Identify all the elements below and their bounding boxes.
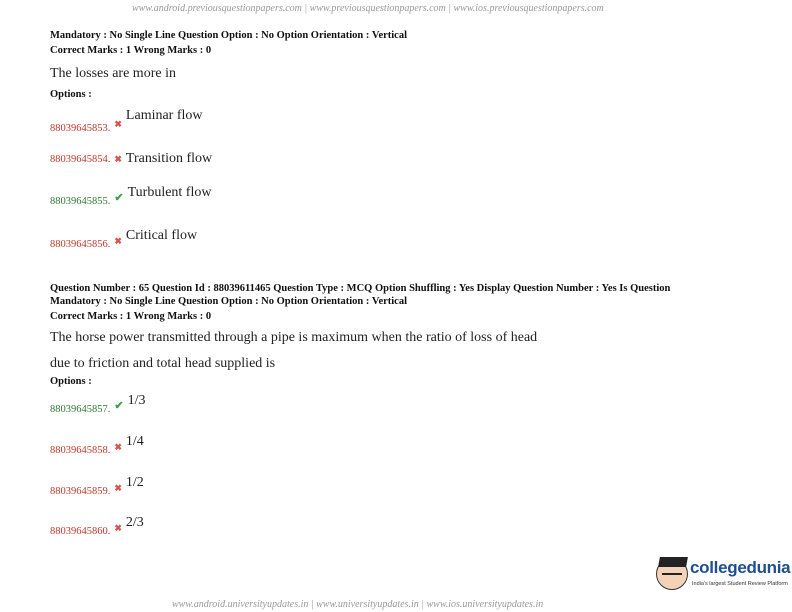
- check-icon: ✔: [114, 192, 124, 204]
- cross-icon: ✖: [114, 154, 122, 164]
- option-text: 1/2: [125, 475, 144, 490]
- cross-icon: ✖: [114, 119, 122, 129]
- q2-option-1: [50, 391, 146, 415]
- cross-icon: ✖: [114, 523, 122, 533]
- option-id: 88039645855.: [50, 196, 111, 207]
- watermark-top: www.android.previousquestionpapers.com | www.previousquestionpapers.com | www.ios.previousquestionpapers.com: [132, 3, 604, 14]
- q2-option-2: [50, 432, 144, 456]
- q1-question-text: The losses are more in: [50, 66, 176, 81]
- option-id: 88039645858.: [50, 445, 111, 456]
- watermark-bottom: www.android.universityupdates.in | www.universityupdates.in | www.ios.universityupdates.in: [172, 599, 544, 610]
- option-text: 1/4: [125, 434, 144, 449]
- q2-option-4: [50, 513, 144, 537]
- q1-meta: Mandatory : No Single Line Question Option : No Option Orientation : Vertical: [50, 30, 408, 41]
- q1-option-2: [50, 149, 212, 167]
- cross-icon: ✖: [114, 442, 122, 452]
- q2-question-text-line2: due to friction and total head supplied is: [50, 356, 276, 371]
- mascot-icon: [656, 558, 688, 590]
- option-id: 88039645857.: [50, 404, 111, 415]
- option-id: 88039645854.: [50, 154, 111, 165]
- option-id: 88039645860.: [50, 526, 111, 537]
- option-id: 88039645859.: [50, 486, 111, 497]
- q1-option-4: [50, 226, 198, 250]
- q2-options-label: Options :: [50, 376, 92, 387]
- q1-option-3: [50, 183, 212, 207]
- cross-icon: ✖: [114, 483, 122, 493]
- collegedunia-logo: [656, 552, 791, 598]
- q2-meta: Mandatory : No Single Line Question Option : No Option Orientation : Vertical: [50, 296, 408, 307]
- option-text: Transition flow: [125, 151, 213, 166]
- logo-tagline: India's largest Student Review Platform: [692, 581, 788, 587]
- q1-marks: Correct Marks : 1 Wrong Marks : 0: [50, 45, 212, 56]
- q2-question-text-line1: The horse power transmitted through a pipe is maximum when the ratio of loss of head: [50, 330, 538, 345]
- option-text: 2/3: [125, 515, 144, 530]
- q1-option-1: [50, 106, 203, 134]
- check-icon: ✔: [114, 400, 124, 412]
- option-text: 1/3: [127, 393, 146, 408]
- option-text: Turbulent flow: [127, 185, 212, 200]
- logo-name: collegedunia: [690, 558, 791, 577]
- cross-icon: ✖: [114, 236, 122, 246]
- option-text: Critical flow: [125, 228, 198, 243]
- option-text: Laminar flow: [125, 108, 203, 123]
- q1-options-label: Options :: [50, 89, 92, 100]
- q2-header: Question Number : 65 Question Id : 88039611465 Question Type : MCQ Option Shuffling : Yes Display Question Number : Yes Is Question: [50, 283, 671, 294]
- q2-marks: Correct Marks : 1 Wrong Marks : 0: [50, 311, 212, 322]
- q2-option-3: [50, 473, 144, 497]
- option-id: 88039645853.: [50, 123, 111, 134]
- option-id: 88039645856.: [50, 239, 111, 250]
